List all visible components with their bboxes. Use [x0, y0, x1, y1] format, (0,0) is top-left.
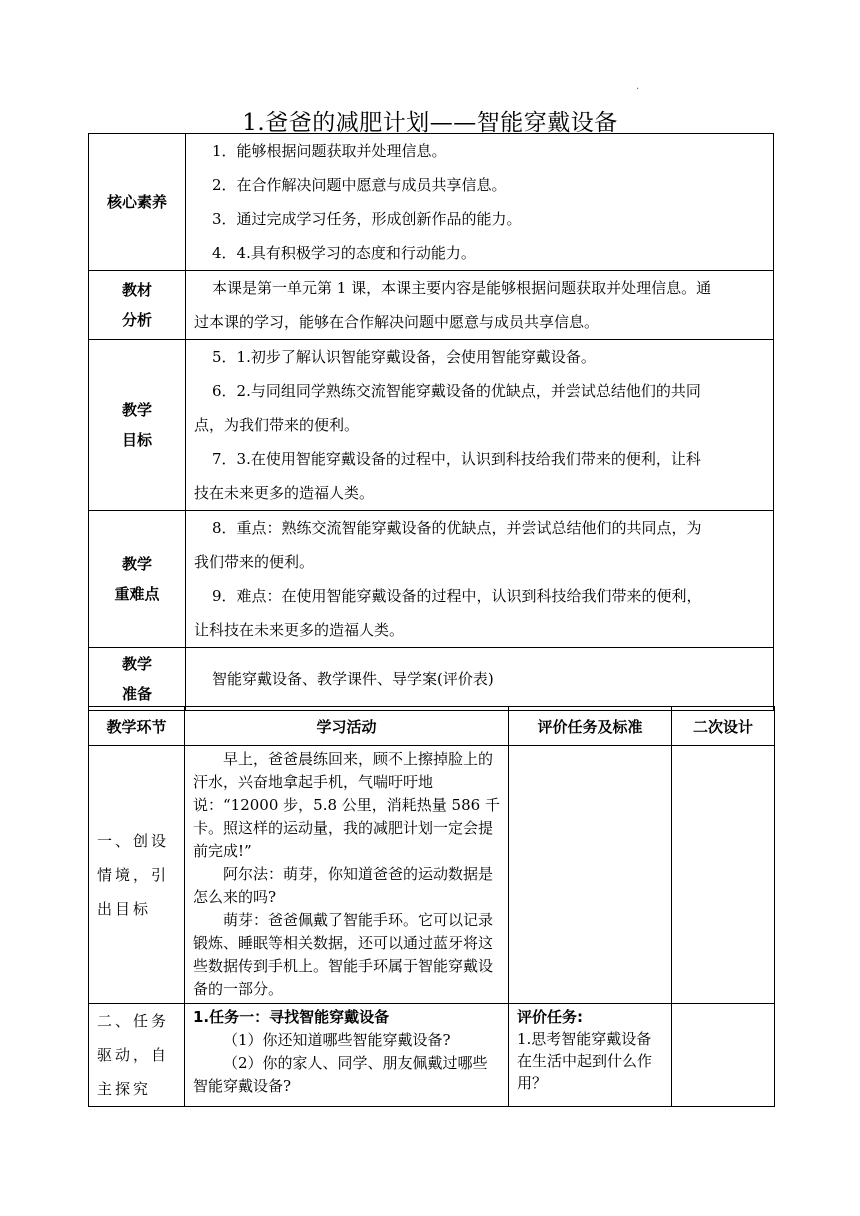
prep-content	[186, 648, 774, 711]
evaluation-text: 1.思考智能穿戴设备在生活中起到什么作用？	[517, 1030, 653, 1092]
prep-label-line: 教学	[121, 655, 152, 673]
goals-label-line: 目标	[121, 431, 152, 449]
goal-line: 技在未来更多的造福人类。	[194, 484, 375, 502]
header-evaluation: 评价任务及标准	[509, 707, 672, 746]
core-row	[89, 134, 774, 271]
core-label: 核心素养	[89, 134, 186, 271]
goals-content	[186, 340, 774, 511]
header-redesign: 二次设计	[672, 707, 775, 746]
process-row-2	[89, 1004, 775, 1107]
activity-cell	[185, 1004, 509, 1107]
stage-cell	[89, 746, 185, 1004]
goals-row	[89, 340, 774, 511]
goal-line: 5．1.初步了解认识智能穿戴设备，会使用智能穿戴设备。	[212, 348, 596, 366]
prep-label	[89, 648, 186, 711]
evaluation-cell	[509, 1004, 672, 1107]
stage-line: 情境，引	[97, 865, 170, 884]
prep-text: 智能穿戴设备、教学课件、导学案(评价表)	[212, 670, 494, 688]
activity-paragraph: 阿尔法：萌芽，你知道爸爸的运动数据是怎么来的吗?	[193, 865, 494, 906]
keypoints-label-line: 重难点	[114, 585, 160, 603]
process-header-row	[89, 707, 775, 746]
core-item: 4．4.具有积极学习的态度和行动能力。	[212, 244, 476, 262]
stage-line: 驱动，自	[97, 1046, 170, 1064]
stage-line: 一、创设	[97, 831, 170, 850]
goal-line: 7．3.在使用智能穿戴设备的过程中，认识到科技给我们带来的便利，让科	[212, 450, 701, 468]
keypoints-label-line: 教学	[121, 555, 152, 573]
stage-line: 主探究	[97, 1080, 152, 1098]
evaluation-cell	[509, 746, 672, 1004]
core-content	[186, 134, 774, 271]
redesign-cell	[672, 746, 775, 1004]
task-question: （1）你还知道哪些智能穿戴设备?	[223, 1031, 451, 1049]
page-title: 1.爸爸的减肥计划——智能穿戴设备	[242, 110, 618, 136]
keypoints-label	[89, 511, 186, 648]
goals-label-line: 教学	[121, 401, 152, 419]
evaluation-title: 评价任务:	[517, 1008, 583, 1026]
material-text: 本课是第一单元第 1 课，本课主要内容是能够根据问题获取并处理信息。通	[212, 279, 712, 297]
activity-paragraph: 萌芽：爸爸佩戴了智能手环。它可以记录锻炼、睡眠等相关数据，还可以通过蓝牙将这些数据传到手机上。智能手环属于智能穿戴设备的一部分。	[193, 911, 494, 998]
page-dot: ·	[636, 84, 640, 95]
process-row-1	[89, 746, 775, 1004]
keypoint-line: 让科技在未来更多的造福人类。	[194, 621, 405, 639]
header-activity: 学习活动	[185, 707, 509, 746]
core-item: 3．通过完成学习任务，形成创新作品的能力。	[212, 210, 522, 228]
activity-cell	[185, 746, 509, 1004]
keypoint-line: 8．重点：熟练交流智能穿戴设备的优缺点，并尝试总结他们的共同点，为	[212, 519, 702, 537]
stage-cell	[89, 1004, 185, 1107]
material-text: 过本课的学习，能够在合作解决问题中愿意与成员共享信息。	[194, 313, 600, 331]
header-stage: 教学环节	[89, 707, 185, 746]
prep-row	[89, 648, 774, 711]
prep-label-line: 准备	[121, 685, 152, 703]
task-title: 1.任务一：寻找智能穿戴设备	[193, 1008, 390, 1026]
goal-line: 6．2.与同组同学熟练交流智能穿戴设备的优缺点，并尝试总结他们的共同	[212, 382, 701, 400]
task-question: （2）你的家人、同学、朋友佩戴过哪些智能穿戴设备?	[193, 1054, 488, 1095]
keypoints-row	[89, 511, 774, 648]
material-content	[186, 271, 774, 340]
core-item: 2．在合作解决问题中愿意与成员共享信息。	[212, 176, 507, 194]
goal-line: 点，为我们带来的便利。	[194, 416, 360, 434]
stage-line: 二、任务	[97, 1012, 170, 1030]
stage-line: 出目标	[97, 899, 152, 918]
activity-paragraph: 早上，爸爸晨练回来，顾不上擦掉脸上的汗水，兴奋地拿起手机，气喘吁吁地说：“12000 步，5.8 公里，消耗热量 586 千卡。照这样的运动量，我的减肥计划一定会提前完成!”	[193, 750, 500, 860]
lesson-info-table	[88, 133, 774, 711]
teaching-process-table	[88, 706, 775, 1107]
material-label-line: 教材	[121, 281, 152, 299]
keypoint-line: 我们带来的便利。	[194, 553, 315, 571]
material-label	[89, 271, 186, 340]
material-row	[89, 271, 774, 340]
redesign-cell	[672, 1004, 775, 1107]
keypoints-content	[186, 511, 774, 648]
core-item: 1．能够根据问题获取并处理信息。	[212, 142, 447, 160]
goals-label	[89, 340, 186, 511]
material-label-line: 分析	[121, 311, 152, 329]
keypoint-line: 9．难点：在使用智能穿戴设备的过程中，认识到科技给我们带来的便利，	[212, 587, 702, 605]
